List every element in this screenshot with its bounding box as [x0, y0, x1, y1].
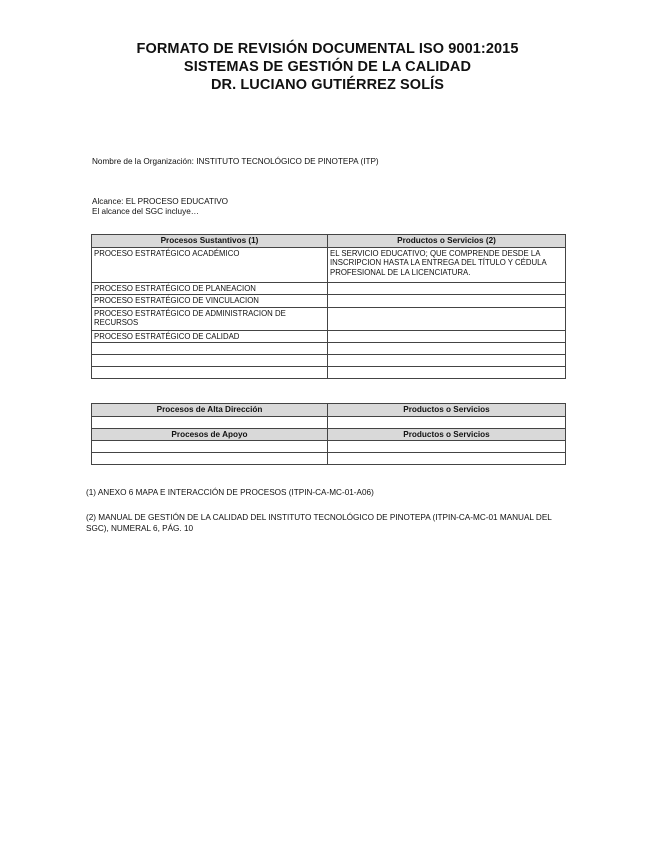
- table-cell-product: [328, 343, 566, 355]
- header-title: FORMATO DE REVISIÓN DOCUMENTAL ISO 9001:2015: [136, 41, 519, 57]
- organization-label: Nombre de la Organización:: [92, 157, 194, 166]
- table-cell: [92, 416, 328, 428]
- table-cell-process: [92, 343, 328, 355]
- management-support-table: [91, 403, 566, 465]
- table-cell-process: PROCESO ESTRATÉGICO DE PLANEACION: [92, 282, 328, 295]
- table-row: [92, 441, 566, 453]
- table-cell-process: PROCESO ESTRATÉGICO DE VINCULACION: [92, 295, 328, 308]
- table-row: [92, 295, 566, 308]
- column-header-processes: Procesos Sustantivos (1): [92, 235, 328, 248]
- table-cell: [328, 416, 566, 428]
- table-cell-product: [328, 355, 566, 367]
- document-header: [0, 40, 655, 94]
- table-row: [92, 282, 566, 295]
- table-cell-product: [328, 307, 566, 330]
- table-row: [92, 355, 566, 367]
- table-cell: [328, 441, 566, 453]
- scope-value: EL PROCESO EDUCATIVO: [125, 197, 229, 206]
- table-row: [92, 416, 566, 428]
- table-row: [92, 247, 566, 282]
- table-cell-process: PROCESO ESTRATÉGICO DE ADMINISTRACION DE RECURSOS: [92, 307, 328, 330]
- table-cell: [92, 441, 328, 453]
- column-header-support: Procesos de Apoyo: [92, 428, 328, 441]
- table-cell-process: [92, 367, 328, 379]
- table-cell-process: PROCESO ESTRATÉGICO ACADÉMICO: [92, 247, 328, 282]
- table-row: [92, 453, 566, 465]
- scope-block: [92, 197, 228, 217]
- footnote-1: (1) ANEXO 6 MAPA E INTERACCIÓN DE PROCESOS (ITPIN-CA-MC-01-A06): [86, 488, 374, 497]
- table-cell-product: [328, 367, 566, 379]
- table-row: [92, 307, 566, 330]
- table-header-row: [92, 428, 566, 441]
- table-cell-product: [328, 282, 566, 295]
- column-header-products: Productos o Servicios (2): [328, 235, 566, 248]
- organization-line: [92, 157, 379, 167]
- table-row: [92, 343, 566, 355]
- header-subtitle: SISTEMAS DE GESTIÓN DE LA CALIDAD: [183, 59, 472, 75]
- processes-table: [91, 234, 566, 379]
- table-cell-process: PROCESO ESTRATÉGICO DE CALIDAD: [92, 330, 328, 343]
- table-cell: [92, 453, 328, 465]
- footnote-2: (2) MANUAL DE GESTIÓN DE LA CALIDAD DEL INSTITUTO TECNOLÓGICO DE PINOTEPA (ITPIN-CA-MC-01 MANUAL DEL SGC), NUMERAL 6, PÁG. 10: [86, 513, 552, 533]
- column-header-products: Productos o Servicios: [328, 428, 566, 441]
- table-header-row: [92, 235, 566, 248]
- table-cell: [328, 453, 566, 465]
- column-header-products: Productos o Servicios: [328, 404, 566, 417]
- scope-line: [92, 197, 228, 207]
- scope-includes: El alcance del SGC incluye…: [92, 207, 199, 216]
- table-cell-product: [328, 330, 566, 343]
- table-cell-product: EL SERVICIO EDUCATIVO; QUE COMPRENDE DESDE LA INSCRIPCION HASTA LA ENTREGA DEL TÍTULO Y CÉDULA PROFESIONAL DE LA LICENCIATURA.: [328, 247, 566, 282]
- table-row: [92, 367, 566, 379]
- table-row: [92, 330, 566, 343]
- table-header-row: [92, 404, 566, 417]
- column-header-management: Procesos de Alta Dirección: [92, 404, 328, 417]
- table-cell-process: [92, 355, 328, 367]
- organization-value: INSTITUTO TECNOLÓGICO DE PINOTEPA (ITP): [196, 157, 379, 166]
- header-author: DR. LUCIANO GUTIÉRREZ SOLÍS: [210, 77, 445, 93]
- scope-label: Alcance:: [92, 197, 124, 206]
- table-cell-product: [328, 295, 566, 308]
